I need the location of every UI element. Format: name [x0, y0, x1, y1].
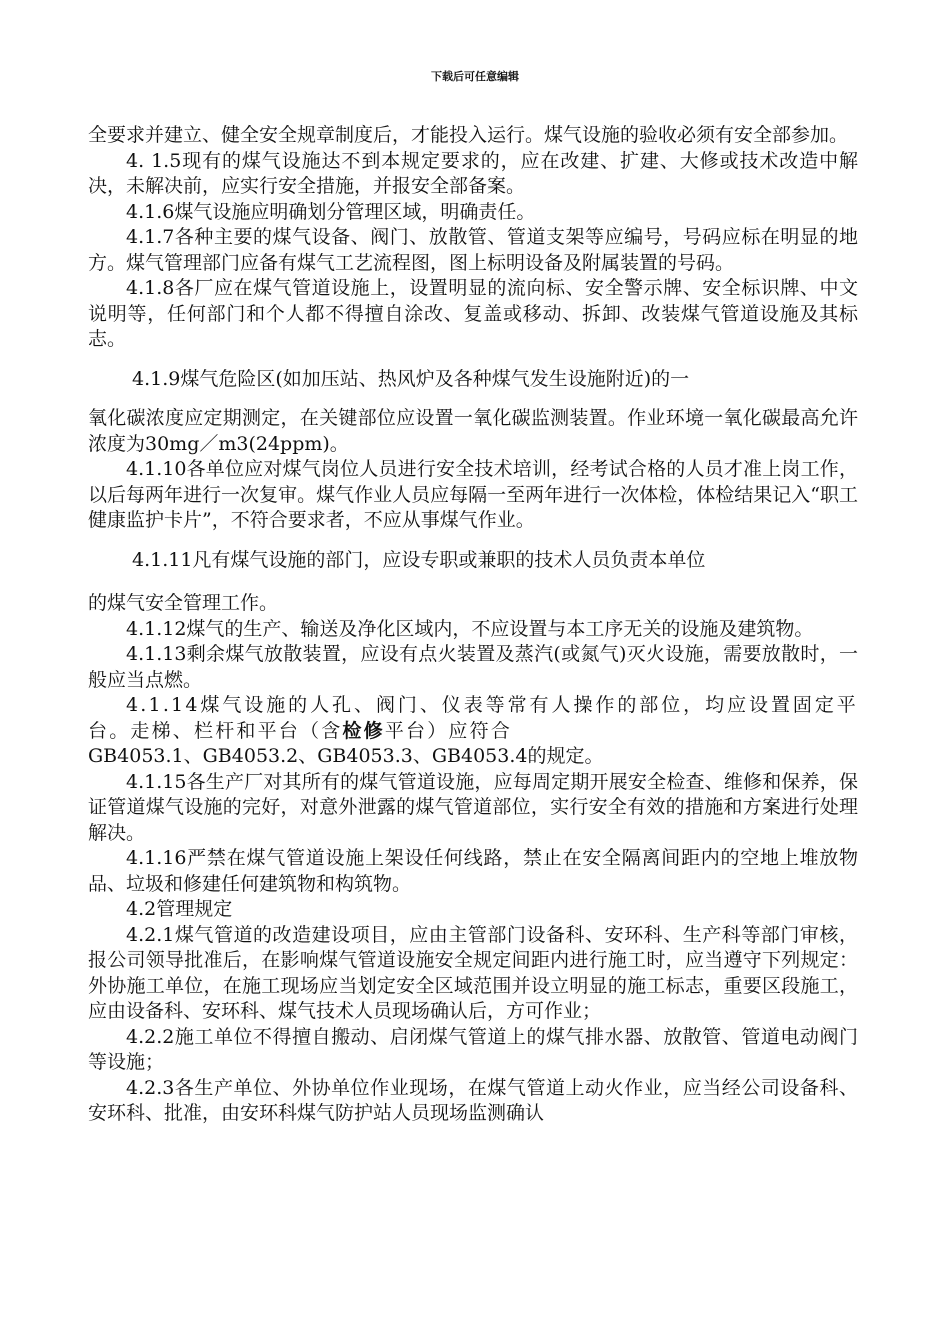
paragraph-4-1-14 [88, 693, 858, 744]
section-heading-4-2: 4.2管理规定 [126, 898, 233, 920]
paragraph-4-1-16: 4.1.16严禁在煤气管道设施上架设任何线路，禁止在安全隔离间距内的空地上堆放物品、垃圾和修建任何建筑物和构筑物。 [88, 847, 858, 895]
paragraph-4-1-14-text-end: 平台）应符合 [384, 719, 513, 742]
paragraph-4-1-8: 4.1.8各厂应在煤气管道设施上，设置明显的流向标、安全警示牌、安全标识牌、中文说明等，任何部门和个人都不得擅自涂改、复盖或移动、拆卸、改装煤气管道设施及其标志。 [88, 277, 858, 350]
paragraph-4-2-2: 4.2.2施工单位不得擅自搬动、启闭煤气管道上的煤气排水器、放散管、管道电动阀门等设施； [88, 1025, 858, 1073]
paragraph-4-1-9-continued: 氧化碳浓度应定期测定，在关键部位应设置一氧化碳监测装置。作业环境一氧化碳最高允许浓度为30mg／m3(24ppm)。 [88, 407, 858, 455]
paragraph-4-1-15: 4.1.15各生产厂对其所有的煤气管道设施，应每周定期开展安全检查、维修和保养，保证管道煤气设施的完好，对意外泄露的煤气管道部位，实行安全有效的措施和方案进行处理解决。 [88, 770, 858, 844]
paragraph-continuation: 全要求并建立、健全安全规章制度后，才能投入运行。煤气设施的验收必须有安全部参加。 [88, 124, 849, 146]
paragraph-4-1-10: 4.1.10各单位应对煤气岗位人员进行安全技术培训，经考试合格的人员才准上岗工作，以后每两年进行一次复审。煤气作业人员应每隔一至两年进行一次体检，体检结果记入“职工健康监护卡片”，不符合要求者，不应从事煤气作业。 [88, 458, 858, 531]
paragraph-4-2-3: 4.2.3各生产单位、外协单位作业现场，在煤气管道上动火作业，应当经公司设备科、安环科、批准，由安环科煤气防护站人员现场监测确认 [88, 1076, 858, 1124]
page-header-note: 下载后可任意编辑 [431, 70, 519, 83]
paragraph-4-1-14-text: 4.1.14煤气设施的人孔、阀门、仪表等常有人操作的部位，均应设置固定平台。走梯、栏杆和平台（含 [88, 694, 858, 742]
document-body [88, 123, 858, 1127]
paragraph-4-1-6: 4.1.6煤气设施应明确划分管理区域，明确责任。 [126, 200, 536, 223]
paragraph-4-2-1: 4.2.1煤气管道的改造建设项目，应由主管部门设备科、安环科、生产科等部门审核，报公司领导批准后，在影响煤气管道设施安全规定间距内进行施工时，应当遵守下列规定：外协施工单位，在施工现场应当划定安全区域范围并设立明显的施工标志，重要区段施工，应由设备科、安环科、煤气技术人员现场确认后，方可作业； [88, 923, 858, 1022]
paragraph-4-1-11-first-line: 4.1.11凡有煤气设施的部门，应设专职或兼职的技术人员负责本单位 [132, 548, 706, 571]
paragraph-4-1-13: 4.1.13剩余煤气放散装置，应设有点火装置及蒸汽(或氮气)灭火设施，需要放散时，一般应当点燃。 [88, 643, 858, 691]
paragraph-4-1-11-continued: 的煤气安全管理工作。 [88, 592, 279, 614]
paragraph-4-1-9-first-line: 4.1.9煤气危险区(如加压站、热风炉及各种煤气发生设施附近)的一 [132, 367, 690, 390]
paragraph-4-1-14-bold-text: 检修 [342, 719, 385, 742]
paragraph-4-1-12: 4.1.12煤气的生产、输送及净化区域内，不应设置与本工序无关的设施及建筑物。 [126, 617, 814, 640]
paragraph-4-1-5: 4. 1.5现有的煤气设施达不到本规定要求的，应在改建、扩建、大修或技术改造中解决，未解决前，应实行安全措施，并报安全部备案。 [88, 149, 858, 197]
paragraph-4-1-7: 4.1.7各种主要的煤气设备、阀门、放散管、管道支架等应编号，号码应标在明显的地方。煤气管理部门应备有煤气工艺流程图，图上标明设备及附属装置的号码。 [88, 226, 858, 274]
paragraph-4-1-14-standards: GB4053.1、GB4053.2、GB4053.3、GB4053.4的规定。 [88, 745, 604, 767]
